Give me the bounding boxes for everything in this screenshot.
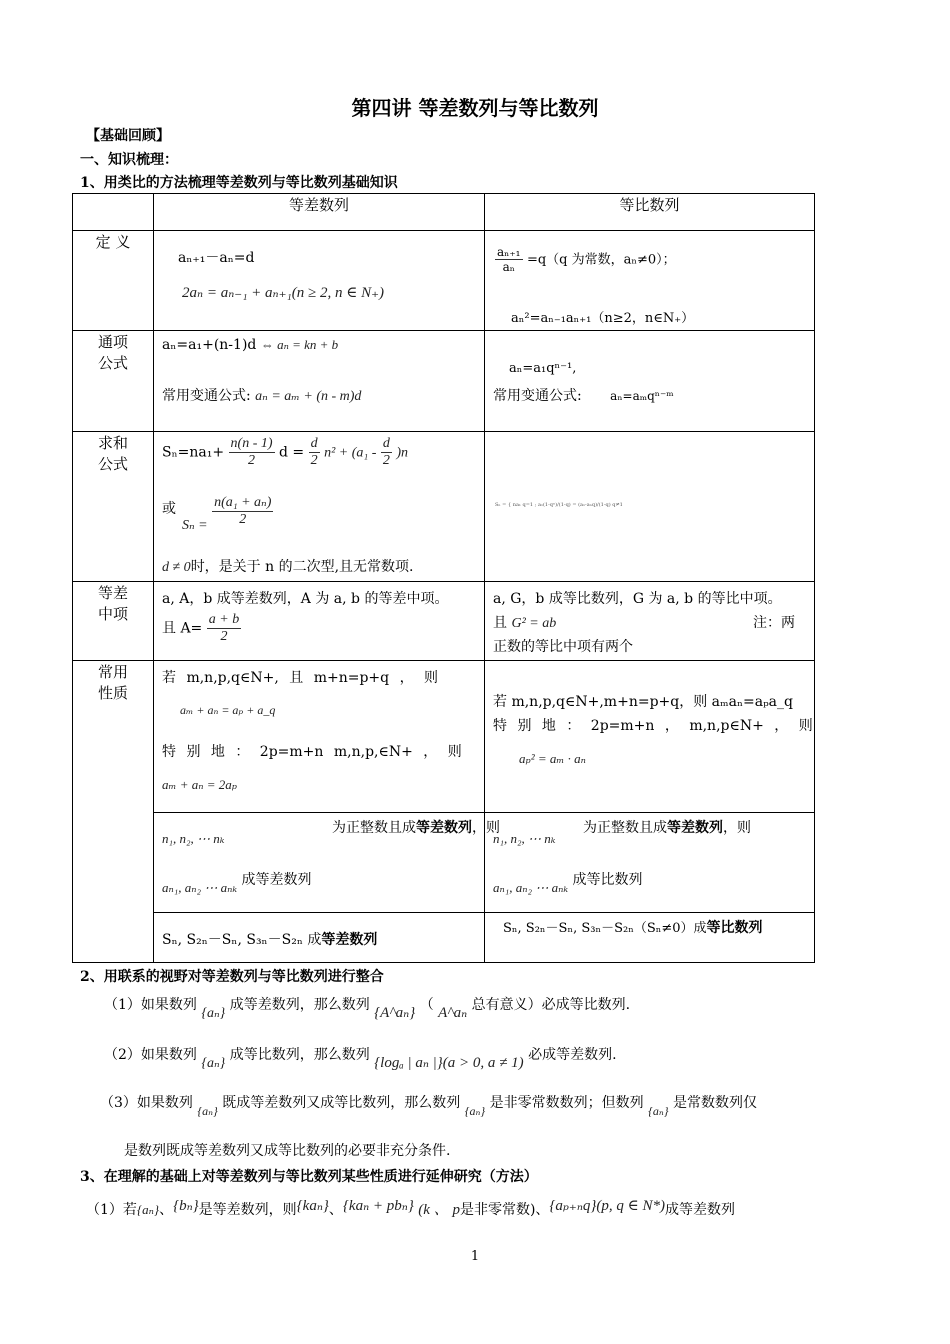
mid-geo-note-2: 正数的等比中项有两个: [493, 639, 633, 655]
prop-geo-a-text: 若 m,n,p,q∈N+,m+n=p+q，则 aₘaₙ=aₚa_q: [493, 694, 793, 710]
row-label-definition: 定 义: [73, 231, 154, 331]
prop-arith-b-result: aₙ₁, aₙ₂ ⋯ aₙₖ 成等差数列: [162, 872, 312, 895]
prop-geo-b-cell: [485, 813, 815, 913]
prop-geo-a-special: 特 别 地 ： 2p=m+n ， m,n,p∈N+ ， 则: [493, 718, 813, 734]
header-geo: 等比数列: [485, 194, 815, 231]
sum-arith-cell: [154, 432, 485, 582]
gen-geo-formula: aₙ=a₁qⁿ⁻¹,: [509, 361, 577, 376]
prop-arith-c-cell: [154, 913, 485, 963]
prop-geo-a-special-formula: aₚ² = aₘ · aₙ: [519, 751, 586, 766]
heading-3: 3、在理解的基础上对等差数列与等比数列某些性质进行延伸研究（方法）: [80, 1169, 538, 1185]
def-geo-cell: [485, 231, 815, 331]
mid-arith-text: a, A，b 成等差数列，A 为 a, b 的等差中项。: [162, 591, 449, 607]
item-2-3: （3）如果数列 {aₙ} 既成等差数列又成等比数列，那么数列 {aₙ} 是非零常数数列；但数列 {aₙ} 是常数数列仅: [100, 1095, 758, 1118]
table-corner-cell: [73, 194, 154, 231]
row-label-sum: 求和公式: [73, 432, 154, 582]
prop-arith-c-text: Sₙ, S₂ₙ－Sₙ, S₃ₙ－S₂ₙ 成等差数列: [162, 932, 378, 948]
gen-arith-cell: [154, 331, 485, 432]
item-2-1: （1）如果数列 {aₙ} 成等差数列，那么数列 {A^aₙ} （ A^aₙ 总有意义）必成等比数列.: [104, 997, 631, 1021]
heading-2: 2、用联系的视野对等差数列与等比数列进行整合: [80, 969, 384, 985]
mid-geo-note: 注：两: [753, 615, 795, 631]
mid-geo-text: a, G，b 成等比数列，G 为 a, b 的等比中项。: [493, 591, 782, 607]
mid-arith-cell: [154, 582, 485, 661]
prop-geo-b-text: 为正整数且成等差数列，则: [583, 820, 751, 836]
def-arith-mean-formula: 2aₙ = aₙ₋₁ + aₙ₊₁(n ≥ 2, n ∈ N₊): [182, 285, 384, 301]
prop-geo-b-indices: n₁, n₂, ⋯ nₖ: [493, 831, 556, 846]
header-arith: 等差数列: [154, 194, 485, 231]
page-number: 1: [470, 1249, 480, 1264]
prop-arith-a-special-formula: aₘ + aₙ = 2aₚ: [162, 777, 237, 792]
item-3-1: （1）若{aₙ}、{bₙ}是等差数列，则{kaₙ}、{kaₙ + pbₙ} (k 、 p是非零常数)、{aₚ₊ₙq}(p, q ∈ N*)成等差数列: [86, 1198, 736, 1218]
gen-geo-cell: [485, 331, 815, 432]
sum-arith-note: d ≠ 0时，是关于 n 的二次型,且无常数项.: [162, 559, 414, 575]
row-label-properties: 常用性质: [73, 661, 154, 963]
prop-arith-a-formula: aₘ + aₙ = aₚ + a_q: [180, 703, 276, 717]
sum-arith-or: 或: [162, 501, 176, 517]
section-knowledge: 一、知识梳理：: [80, 152, 178, 168]
page-title: 第四讲 等差数列与等比数列: [351, 96, 599, 120]
prop-arith-b-cell: [154, 813, 500, 913]
prop-arith-a-cell: [154, 661, 485, 813]
sum-arith-formula-1: Sₙ=na₁+ $\frac{n(n - 1)}{2}$ d = $\frac{d}{2}$ n² + (a₁ - $\frac{d}{2}$ )n: [162, 436, 408, 468]
gen-arith-variant: 常用变通公式: aₙ = aₘ + (n - m)d: [162, 388, 362, 404]
section-basic-review: 【基础回顾】: [86, 128, 170, 144]
prop-geo-a-cell: [485, 661, 815, 813]
item-2-2: （2）如果数列 {aₙ} 成等比数列，那么数列 {logₐ | aₙ |}(a > 0, a ≠ 1) 必成等差数列.: [104, 1047, 617, 1071]
gen-geo-variant: 常用变通公式: aₙ=aₘqⁿ⁻ᵐ: [493, 388, 674, 404]
mid-geo-formula: 且 G² = ab: [493, 615, 557, 631]
mid-geo-cell: [485, 582, 815, 661]
prop-arith-a-special: 特 别 地 ： 2p=m+n m,n,p,∈N+ ， 则: [162, 744, 462, 760]
row-label-general-term: 通项公式: [73, 331, 154, 432]
gen-arith-formula: aₙ=a₁+(n-1)d ⇔ aₙ = kn + b: [162, 337, 339, 353]
sum-geo-formula: Sₙ = { na₁ q=1 ; a₁(1-qⁿ)/(1-q) = (a₁-aₙq)/(1-q) q≠1: [495, 502, 623, 508]
prop-geo-c-cell: [485, 913, 815, 963]
mid-arith-formula: 且 A= $\frac{a + b}{2}$: [162, 612, 240, 644]
prop-geo-c-text: Sₙ, S₂ₙ－Sₙ, S₃ₙ－S₂ₙ（Sₙ≠0）成等比数列: [503, 920, 763, 936]
prop-arith-b-text: 为正整数且成等差数列，则: [332, 820, 500, 836]
prop-arith-a-text: 若 m,n,p,q∈N+, 且 m+n=p+q ， 则: [162, 670, 439, 686]
item-2-3-cont: 是数列既成等差数列又成等比数列的必要非充分条件.: [124, 1143, 451, 1159]
heading-1: 1、用类比的方法梳理等差数列与等比数列基础知识: [80, 175, 398, 191]
prop-geo-b-result: aₙ₁, aₙ₂ ⋯ aₙₖ 成等比数列: [493, 872, 643, 895]
def-geo-mean-formula: aₙ²=aₙ₋₁aₙ₊₁（n≥2，n∈N₊）: [511, 311, 695, 326]
sum-geo-cell: [485, 432, 815, 582]
comparison-table: [72, 193, 815, 963]
prop-arith-b-indices: n₁, n₂, ⋯ nₖ: [162, 831, 225, 846]
def-arith-cell: [154, 231, 485, 331]
sum-arith-formula-2: Sₙ = $\frac{\text{n(a₁ + aₙ)}}{2}$: [182, 495, 272, 533]
def-arith-recurrence: aₙ₊₁－aₙ=d: [178, 250, 255, 266]
row-label-middle-term: 等差中项: [73, 582, 154, 661]
def-geo-ratio: $\frac{\text{aₙ₊₁}}{\text{aₙ}}$ =q（q 为常数，aₙ≠0）；: [497, 245, 676, 274]
